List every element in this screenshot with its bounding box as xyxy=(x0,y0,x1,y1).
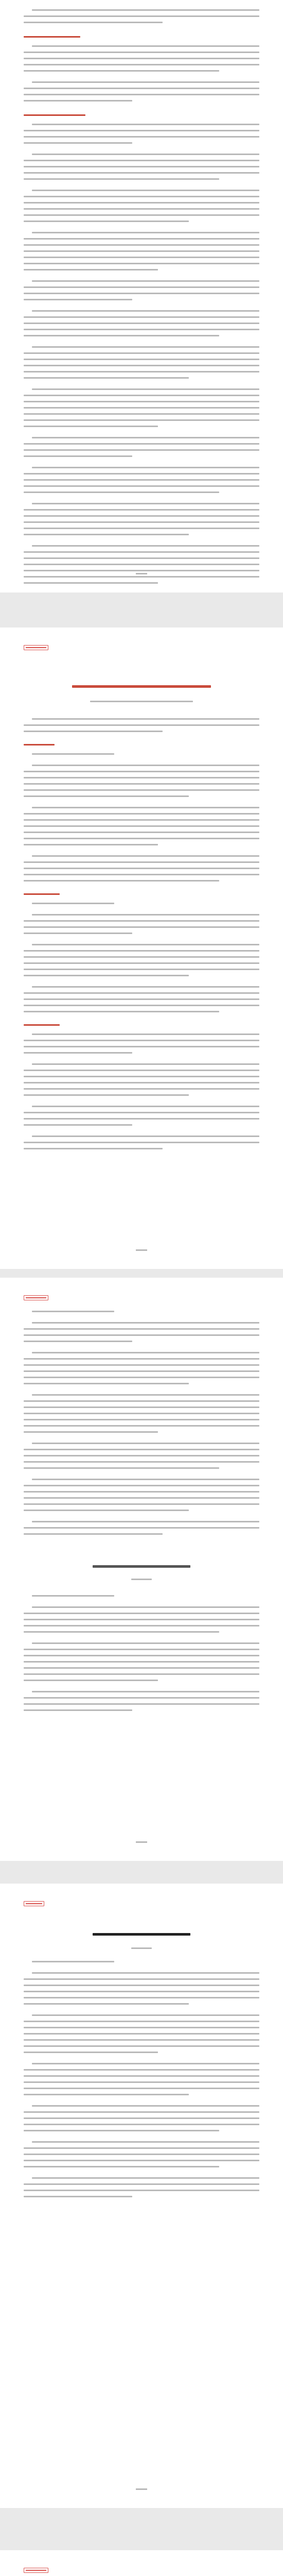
text-line xyxy=(32,232,259,233)
text-line xyxy=(24,874,259,875)
text-line xyxy=(24,2052,158,2053)
page-number xyxy=(136,573,147,574)
text-line xyxy=(32,1311,114,1312)
text-line xyxy=(24,479,259,481)
text-line xyxy=(24,2027,259,2028)
text-line xyxy=(24,956,259,958)
text-line xyxy=(24,2094,189,2095)
text-line xyxy=(24,1661,259,1663)
text-line xyxy=(24,969,259,970)
text-line xyxy=(24,492,219,493)
text-line xyxy=(24,1467,219,1469)
text-line xyxy=(24,1703,259,1705)
page-number xyxy=(136,2488,147,2490)
text-line xyxy=(24,2111,259,2113)
text-line xyxy=(24,1503,259,1505)
text-line xyxy=(24,160,259,161)
text-line xyxy=(24,576,259,578)
text-line xyxy=(32,986,259,988)
text-line xyxy=(24,1991,259,1992)
text-line xyxy=(24,323,259,324)
text-line xyxy=(24,359,259,360)
section-heading xyxy=(24,893,60,895)
text-line xyxy=(24,582,158,584)
text-line xyxy=(24,1533,163,1535)
text-line xyxy=(24,316,259,318)
text-line xyxy=(32,2177,259,2179)
text-line xyxy=(24,1985,259,1986)
text-line xyxy=(32,753,114,755)
text-line xyxy=(24,789,259,791)
text-line xyxy=(32,467,259,468)
text-line xyxy=(32,190,259,191)
page-subtitle xyxy=(90,701,193,702)
text-line xyxy=(24,1655,259,1656)
text-line xyxy=(24,1461,259,1463)
text-line xyxy=(24,1419,259,1420)
text-line xyxy=(24,1377,259,1378)
article-title xyxy=(93,1565,190,1568)
text-line xyxy=(24,1997,259,1998)
text-line xyxy=(32,1136,259,1137)
text-line xyxy=(24,1510,189,1511)
column-tag xyxy=(24,2568,48,2573)
text-line xyxy=(32,2141,259,2143)
text-line xyxy=(24,534,189,535)
text-line xyxy=(24,933,132,934)
text-line xyxy=(24,1334,259,1336)
text-line xyxy=(32,154,259,155)
text-line xyxy=(24,1680,158,1681)
text-line xyxy=(24,1040,259,1041)
text-line xyxy=(32,1033,259,1035)
text-line xyxy=(24,1619,259,1620)
text-line xyxy=(24,813,259,815)
text-line xyxy=(32,944,259,945)
text-line xyxy=(24,861,259,863)
text-line xyxy=(24,335,219,336)
text-line xyxy=(24,299,132,300)
text-line xyxy=(24,1978,259,1980)
text-line xyxy=(32,1479,259,1480)
text-line xyxy=(24,2088,259,2089)
text-line xyxy=(24,419,259,421)
article-byline xyxy=(131,1579,152,1580)
document-page xyxy=(0,2550,283,2576)
text-line xyxy=(24,1112,259,1113)
page-number xyxy=(136,1249,147,1251)
text-line xyxy=(32,545,259,547)
text-line xyxy=(24,551,259,553)
text-line xyxy=(24,286,259,288)
text-line xyxy=(24,975,189,976)
text-line xyxy=(24,1076,259,1077)
page-byline xyxy=(131,1947,152,1949)
text-line xyxy=(24,724,259,726)
text-line xyxy=(24,2196,132,2197)
text-line xyxy=(24,485,259,487)
text-line xyxy=(24,221,189,222)
text-line xyxy=(24,962,259,964)
text-line xyxy=(24,2003,189,2005)
text-line xyxy=(24,1613,259,1614)
text-line xyxy=(24,413,259,415)
text-line xyxy=(24,926,259,928)
text-line xyxy=(24,2154,259,2155)
text-line xyxy=(24,509,259,511)
text-line xyxy=(24,407,259,409)
text-line xyxy=(24,2147,259,2149)
text-line xyxy=(32,1606,259,1608)
text-line xyxy=(24,70,219,72)
section-heading xyxy=(24,1024,60,1026)
text-line xyxy=(24,1364,259,1366)
text-line xyxy=(24,238,259,240)
text-line xyxy=(32,388,259,390)
text-line xyxy=(24,564,259,565)
text-line xyxy=(24,2033,259,2035)
text-line xyxy=(24,1413,259,1414)
text-line xyxy=(32,1322,259,1324)
text-line xyxy=(24,1425,259,1427)
page-title xyxy=(72,685,211,688)
document-page xyxy=(0,1884,283,2508)
text-line xyxy=(24,868,259,869)
text-line xyxy=(24,825,259,827)
text-line xyxy=(32,346,259,348)
text-line xyxy=(24,1005,259,1006)
text-line xyxy=(32,1443,259,1444)
text-line xyxy=(32,718,259,720)
text-line xyxy=(24,2075,259,2077)
text-line xyxy=(24,1649,259,1650)
section-heading xyxy=(24,36,80,38)
section-heading xyxy=(24,114,85,116)
text-line xyxy=(24,178,219,180)
text-line xyxy=(24,166,259,167)
text-line xyxy=(24,1400,259,1402)
text-line xyxy=(24,473,259,474)
text-line xyxy=(32,1642,259,1644)
text-line xyxy=(24,1697,259,1699)
text-line xyxy=(32,2105,259,2107)
text-line xyxy=(24,1673,259,1675)
text-line xyxy=(24,838,259,839)
text-line xyxy=(32,310,259,312)
text-line xyxy=(24,998,259,1000)
text-line xyxy=(24,2045,259,2047)
text-line xyxy=(32,914,259,916)
text-line xyxy=(24,377,189,379)
text-line xyxy=(24,172,259,174)
document-page xyxy=(0,1278,283,1861)
text-line xyxy=(32,1972,259,1974)
text-line xyxy=(24,557,259,559)
section-heading xyxy=(24,744,55,745)
text-line xyxy=(24,1527,259,1529)
text-line xyxy=(32,765,259,766)
text-line xyxy=(24,2124,259,2125)
text-line xyxy=(24,94,259,95)
text-line xyxy=(24,257,259,258)
text-line xyxy=(24,208,259,210)
text-line xyxy=(32,807,259,808)
text-line xyxy=(24,1142,259,1143)
text-line xyxy=(24,2190,259,2191)
text-line xyxy=(24,2081,259,2083)
text-line xyxy=(24,1449,259,1450)
text-line xyxy=(24,1011,219,1012)
text-line xyxy=(32,1521,259,1522)
text-line xyxy=(24,329,259,330)
text-line xyxy=(24,1383,189,1384)
text-line xyxy=(24,777,259,778)
text-line xyxy=(24,992,259,994)
text-line xyxy=(24,795,189,797)
text-line xyxy=(24,832,259,833)
text-line xyxy=(24,142,132,144)
text-line xyxy=(24,15,259,17)
text-line xyxy=(24,2039,259,2041)
text-line xyxy=(24,2021,259,2022)
page-number xyxy=(136,1841,147,1843)
text-line xyxy=(32,855,259,857)
text-line xyxy=(32,1106,259,1107)
text-line xyxy=(24,443,259,445)
text-line xyxy=(24,515,259,517)
text-line xyxy=(32,280,259,282)
text-line xyxy=(24,426,158,427)
text-line xyxy=(24,1667,259,1669)
text-line xyxy=(24,352,259,354)
document-page xyxy=(0,0,283,592)
text-line xyxy=(24,1491,259,1493)
text-line xyxy=(24,1631,219,1633)
text-line xyxy=(32,1394,259,1396)
text-line xyxy=(24,244,259,246)
text-line xyxy=(24,731,163,732)
text-line xyxy=(24,250,259,252)
text-line xyxy=(24,214,259,216)
text-line xyxy=(24,52,259,53)
text-line xyxy=(24,1625,259,1626)
text-line xyxy=(24,1358,259,1360)
text-line xyxy=(24,371,259,372)
text-line xyxy=(24,64,259,65)
text-line xyxy=(24,269,158,270)
text-line xyxy=(24,1709,132,1711)
text-line xyxy=(32,1961,114,1962)
text-line xyxy=(24,263,259,264)
text-line xyxy=(24,1370,259,1372)
text-line xyxy=(32,437,259,438)
text-line xyxy=(24,1328,259,1330)
text-line xyxy=(24,100,132,101)
document-page xyxy=(0,628,283,1269)
text-line xyxy=(32,1691,259,1692)
text-line xyxy=(24,395,259,396)
text-line xyxy=(24,844,158,845)
text-line xyxy=(24,783,259,785)
text-line xyxy=(24,528,259,529)
text-line xyxy=(24,1070,259,1071)
text-line xyxy=(24,1046,259,1047)
text-line xyxy=(24,455,132,457)
text-line xyxy=(24,22,163,23)
text-line xyxy=(24,2166,219,2167)
text-line xyxy=(32,9,259,11)
text-line xyxy=(24,1052,132,1054)
text-line xyxy=(24,2160,259,2161)
text-line xyxy=(24,130,259,131)
text-line xyxy=(24,1485,259,1486)
text-line xyxy=(24,401,259,402)
text-line xyxy=(24,521,259,523)
text-line xyxy=(24,1094,189,1096)
text-line xyxy=(24,2069,259,2071)
text-line xyxy=(24,2183,259,2185)
column-tag xyxy=(24,1901,44,1906)
text-line xyxy=(24,88,259,89)
text-line xyxy=(24,570,259,571)
text-line xyxy=(32,2063,259,2064)
text-line xyxy=(24,365,259,366)
text-line xyxy=(24,880,219,882)
text-line xyxy=(24,950,259,952)
column-tag xyxy=(24,645,48,650)
text-line xyxy=(24,1124,132,1126)
text-line xyxy=(24,58,259,59)
column-tag xyxy=(24,1295,48,1300)
text-line xyxy=(24,1118,259,1120)
text-line xyxy=(24,1082,259,1083)
text-line xyxy=(24,202,259,204)
text-line xyxy=(24,1406,259,1408)
text-line xyxy=(32,1063,259,1065)
text-line xyxy=(32,81,259,83)
page-title xyxy=(93,1933,190,1936)
text-line xyxy=(24,1497,259,1499)
text-line xyxy=(24,1148,163,1149)
text-line xyxy=(24,1088,259,1090)
text-line xyxy=(32,2014,259,2016)
text-line xyxy=(24,819,259,821)
text-line xyxy=(32,503,259,504)
text-line xyxy=(24,196,259,197)
text-line xyxy=(24,449,259,451)
text-line xyxy=(24,1455,259,1456)
text-line xyxy=(32,903,114,904)
text-line xyxy=(24,920,259,922)
text-line xyxy=(24,2130,219,2131)
text-line xyxy=(24,2117,259,2119)
text-line xyxy=(32,124,259,125)
text-line xyxy=(24,293,259,294)
text-line xyxy=(32,1352,259,1353)
text-line xyxy=(32,45,259,47)
text-line xyxy=(24,1341,132,1342)
text-line xyxy=(24,1431,158,1433)
text-line xyxy=(24,771,259,772)
text-line xyxy=(24,136,259,138)
text-line xyxy=(32,1595,114,1597)
